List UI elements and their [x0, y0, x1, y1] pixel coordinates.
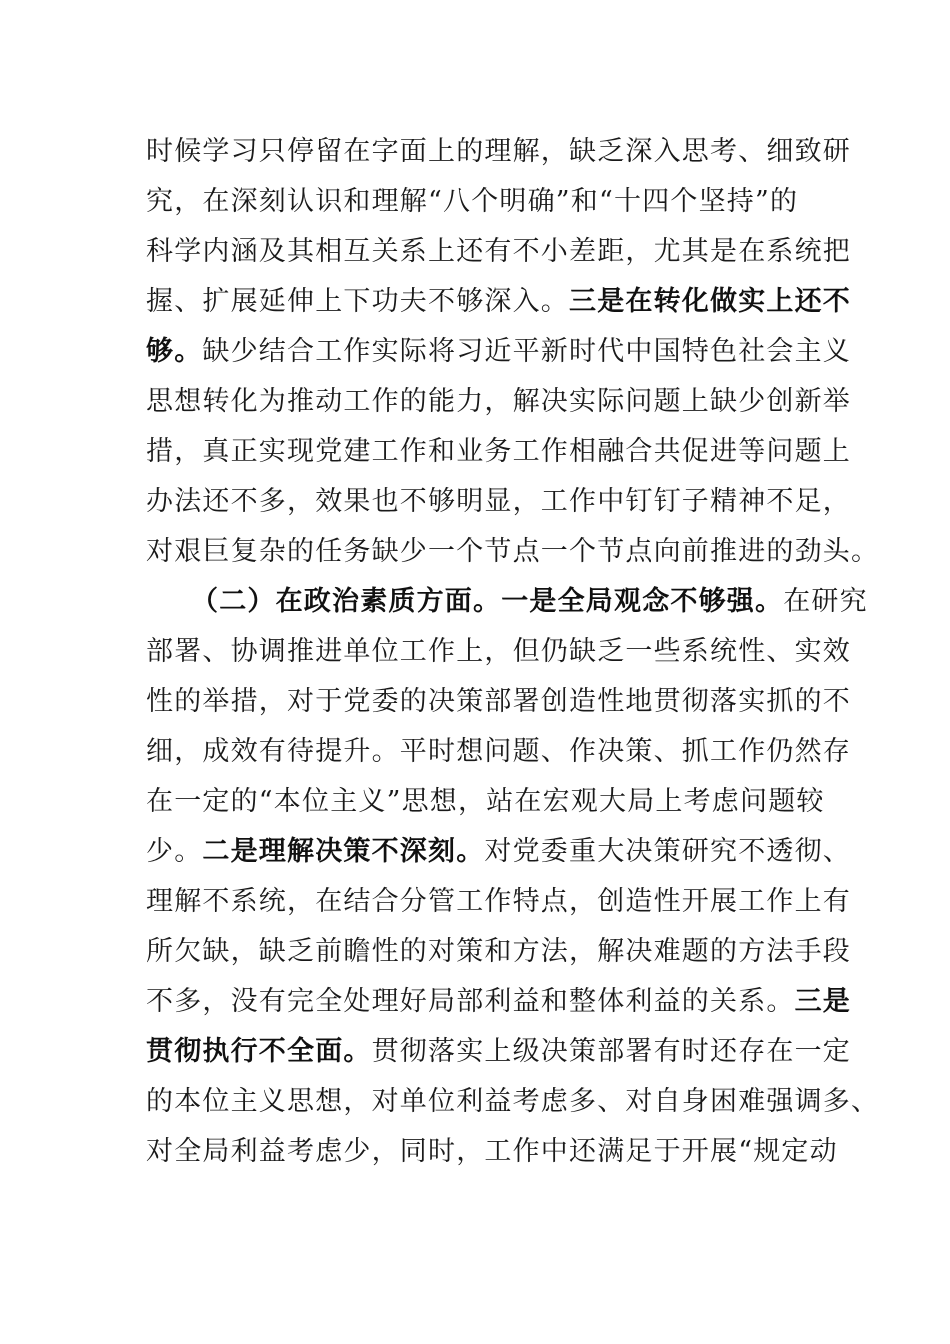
- text-run: 在一定的“本位主义”思想，站在宏观大局上考虑问题较: [146, 786, 825, 817]
- text-line: [146, 777, 825, 827]
- text-run: 思想转化为推动工作的能力，解决实际问题上缺少创新举: [146, 386, 851, 417]
- text-run: 时候学习只停留在字面上的理解，缺乏深入思考、细致研: [146, 136, 851, 167]
- text-run: 性的举措，对于党委的决策部署创造性地贯彻落实抓的不: [146, 686, 851, 717]
- text-run: 措，真正实现党建工作和业务工作相融合共促进等问题上: [146, 436, 851, 467]
- text-run: 缺少结合工作实际将习近平新时代中国特色社会主义: [202, 336, 852, 367]
- text-line: [146, 527, 880, 577]
- text-run: 对全局利益考虑少，同时，工作中还满足于开展“规定动: [146, 1136, 838, 1167]
- text-run: 不多，没有完全处理好局部利益和整体利益的关系。: [146, 986, 795, 1017]
- text-line: [146, 727, 851, 777]
- text-run: 对艰巨复杂的任务缺少一个节点一个节点向前推进的劲头。: [146, 536, 880, 567]
- text-line: [146, 1127, 838, 1177]
- text-run: 科学内涵及其相互关系上还有不小差距，尤其是在系统把: [146, 236, 851, 267]
- text-line: [146, 977, 852, 1027]
- text-line: [146, 127, 851, 177]
- bold-heading-run: 二是理解决策不深刻。: [202, 836, 485, 867]
- text-line: [146, 327, 852, 377]
- bold-heading-run: 贯彻执行不全面。: [146, 1036, 372, 1067]
- text-line: [146, 1077, 880, 1127]
- text-run: 的本位主义思想，对单位利益考虑多、对自身困难强调多、: [146, 1086, 880, 1117]
- text-line: [146, 227, 851, 277]
- section-heading-line: [146, 577, 868, 627]
- text-line: [146, 877, 851, 927]
- text-run: 对党委重大决策研究不透彻、: [484, 836, 852, 867]
- section-heading: （二）在政治素质方面。一是全局观念不够强。: [191, 586, 784, 617]
- text-run: 所欠缺，缺乏前瞻性的对策和方法，解决难题的方法手段: [146, 936, 851, 967]
- text-run: 握、扩展延伸上下功夫不够深入。: [146, 286, 569, 317]
- text-line: [146, 627, 851, 677]
- text-run: 部署、协调推进单位工作上，但仍缺乏一些系统性、实效: [146, 636, 851, 667]
- body-text: [146, 127, 880, 1177]
- text-run: 究，在深刻认识和理解“八个明确”和“十四个坚持”的: [146, 186, 799, 217]
- text-run: 贯彻落实上级决策部署有时还存在一定: [371, 1036, 852, 1067]
- text-line: [146, 377, 851, 427]
- text-run: 在研究: [783, 586, 868, 617]
- bold-heading-run: 够。: [146, 336, 203, 367]
- text-run: 细，成效有待提升。平时想问题、作决策、抓工作仍然存: [146, 736, 851, 767]
- text-line: [146, 427, 851, 477]
- text-line: [146, 927, 851, 977]
- text-line: [146, 477, 851, 527]
- text-line: [146, 1027, 852, 1077]
- text-line: [146, 277, 851, 327]
- text-run: 少。: [146, 836, 203, 867]
- text-line: [146, 827, 852, 877]
- bold-heading-run: 三是在转化做实上还不: [569, 286, 851, 317]
- text-run: 办法还不多，效果也不够明显，工作中钉钉子精神不足，: [146, 486, 851, 517]
- text-line: [146, 677, 851, 727]
- text-run: 理解不系统，在结合分管工作特点，创造性开展工作上有: [146, 886, 851, 917]
- text-line: [146, 177, 806, 227]
- bold-heading-run: 三是: [794, 986, 852, 1017]
